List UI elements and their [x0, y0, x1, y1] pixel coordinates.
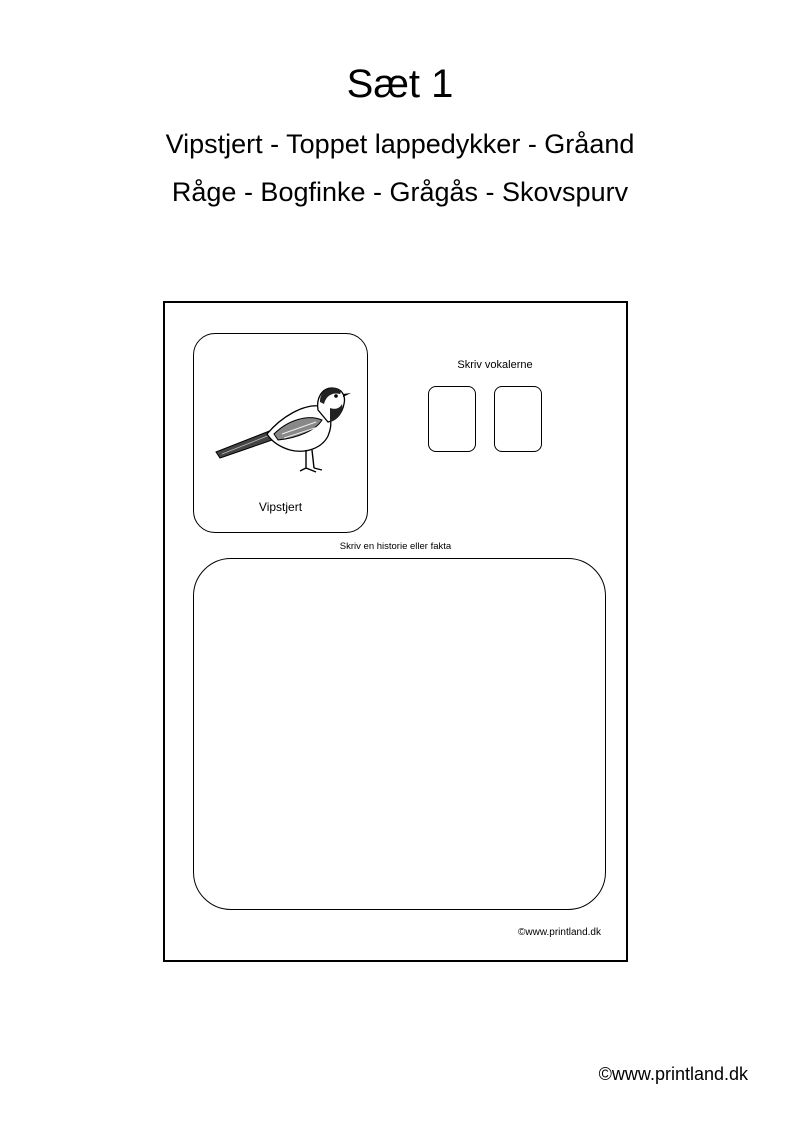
story-instruction: Skriv en historie eller fakta: [339, 541, 452, 552]
bird-card: [193, 333, 368, 533]
wagtail-bird-illustration: [212, 364, 352, 479]
page-title: Sæt 1: [346, 62, 454, 106]
story-writing-box: [193, 558, 606, 910]
sheet-copyright: ©www.printland.dk: [518, 927, 601, 938]
vowel-box-2: [494, 386, 542, 452]
bird-list-line-1: Vipstjert - Toppet lappedykker - Gråand: [165, 129, 635, 159]
bird-list-line-2: Råge - Bogfinke - Grågås - Skovspurv: [171, 177, 629, 207]
bird-name-label: Vipstjert: [258, 500, 303, 514]
worksheet-preview: [163, 301, 628, 962]
vowel-box-1: [428, 386, 476, 452]
page-copyright: ©www.printland.dk: [598, 1064, 748, 1084]
vowel-instruction: Skriv vokalerne: [457, 359, 533, 371]
